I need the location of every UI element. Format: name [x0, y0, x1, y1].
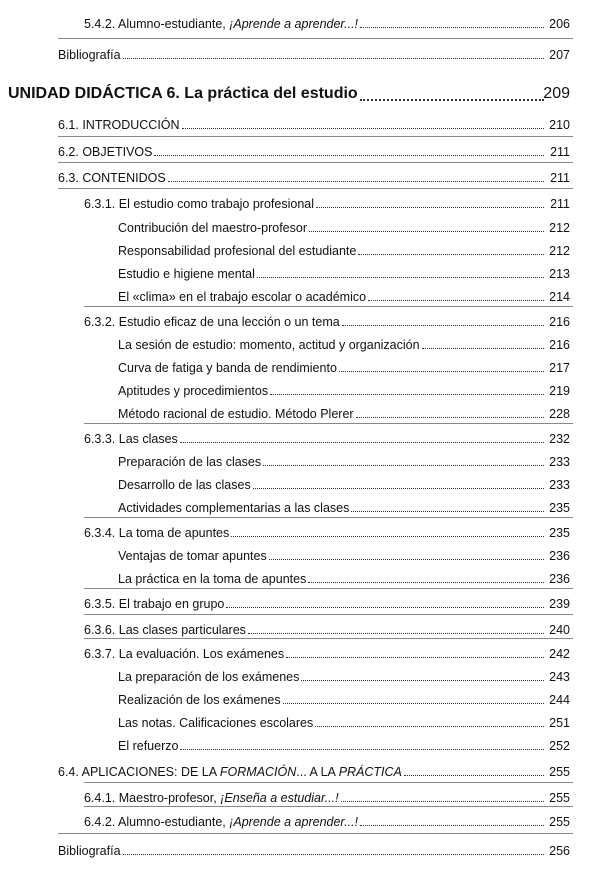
toc-entry-label: Las notas. Calificaciones escolares — [118, 716, 314, 730]
toc-entry[interactable] — [0, 644, 600, 664]
dot-leader — [356, 417, 544, 418]
toc-page-number: 209 — [543, 85, 570, 102]
dot-leader — [253, 488, 544, 489]
toc-entry-label: El refuerzo — [118, 739, 179, 753]
toc-page-number: 255 — [549, 815, 570, 829]
toc-entry-label: 6.2. OBJETIVOS — [58, 145, 153, 159]
toc-page-number: 206 — [549, 17, 570, 31]
dot-leader — [231, 536, 544, 537]
dot-leader — [270, 394, 544, 395]
dot-leader — [341, 801, 544, 802]
dot-leader — [368, 300, 544, 301]
toc-entry-label: Bibliografía — [58, 48, 121, 62]
toc-page-number: 243 — [549, 670, 570, 684]
dot-leader — [180, 749, 544, 750]
toc-page-number: 235 — [549, 526, 570, 540]
toc-entry-label: UNIDAD DIDÁCTICA 6. La práctica del estudio — [8, 85, 358, 102]
toc-page-number: 244 — [549, 693, 570, 707]
toc-entry-label: Bibliografía — [58, 844, 121, 858]
toc-entry[interactable] — [0, 690, 600, 710]
toc-page-number: 255 — [549, 791, 570, 805]
dot-leader — [342, 325, 544, 326]
dot-leader — [123, 58, 544, 59]
toc-page-number: 216 — [549, 315, 570, 329]
dot-leader — [360, 825, 544, 826]
divider — [58, 188, 573, 189]
toc-page-number: 211 — [550, 197, 570, 211]
toc-entry[interactable] — [0, 264, 600, 284]
dot-leader — [123, 854, 544, 855]
dot-leader — [422, 348, 544, 349]
toc-page-number: 210 — [549, 118, 570, 132]
toc-entry[interactable] — [0, 812, 600, 832]
toc-page-number: 255 — [549, 765, 570, 779]
toc-page-number: 235 — [549, 501, 570, 515]
toc-entry[interactable] — [0, 287, 600, 307]
dot-leader — [358, 254, 544, 255]
toc-page-number: 217 — [549, 361, 570, 375]
dot-leader — [308, 582, 544, 583]
toc-entry[interactable] — [0, 788, 600, 808]
dot-leader — [168, 181, 544, 182]
toc-entry-label: Actividades complementarias a las clases — [118, 501, 350, 515]
toc-entry-label: 5.4.2. Alumno-estudiante, ¡Aprende a aprender...! — [84, 17, 359, 31]
dot-leader — [316, 207, 544, 208]
toc-entry-label: 6.4.1. Maestro-profesor, ¡Enseña a estudiar...! — [84, 791, 339, 805]
dot-leader — [351, 511, 544, 512]
dot-leader — [360, 99, 544, 101]
toc-entry[interactable] — [0, 14, 600, 34]
toc-entry[interactable] — [0, 667, 600, 687]
toc-page-number: 236 — [549, 549, 570, 563]
toc-entry-label: Responsabilidad profesional del estudiante — [118, 244, 357, 258]
toc-entry[interactable] — [0, 45, 600, 65]
toc-entry-label: 6.3.7. La evaluación. Los exámenes — [84, 647, 285, 661]
toc-entry-label: 6.3.1. El estudio como trabajo profesional — [84, 197, 314, 211]
dot-leader — [283, 703, 544, 704]
dot-leader — [180, 442, 544, 443]
toc-page-number: 212 — [549, 221, 570, 235]
toc-entry[interactable] — [0, 713, 600, 733]
toc-entry[interactable] — [0, 241, 600, 261]
divider — [58, 38, 573, 39]
divider — [58, 136, 573, 137]
toc-entry[interactable] — [0, 335, 600, 355]
toc-entry-label: Preparación de las clases — [118, 455, 262, 469]
dot-leader — [154, 155, 544, 156]
toc-entry[interactable] — [0, 841, 600, 861]
toc-page-number: 251 — [549, 716, 570, 730]
divider — [84, 614, 573, 615]
dot-leader — [360, 27, 544, 28]
toc-entry[interactable] — [0, 452, 600, 472]
dot-leader — [257, 277, 544, 278]
toc-page-number: 211 — [550, 171, 570, 185]
divider — [58, 833, 573, 834]
toc-entry-label: Desarrollo de las clases — [118, 478, 251, 492]
toc-entry[interactable] — [0, 498, 600, 518]
toc-entry[interactable] — [0, 381, 600, 401]
toc-page-number: 236 — [549, 572, 570, 586]
toc-page-number: 233 — [549, 478, 570, 492]
toc-entry-label: 6.1. INTRODUCCIÓN — [58, 118, 180, 132]
dot-leader — [309, 231, 544, 232]
toc-entry[interactable] — [0, 523, 600, 543]
toc-page-number: 233 — [549, 455, 570, 469]
dot-leader — [301, 680, 544, 681]
toc-page-number: 242 — [549, 647, 570, 661]
toc-page-number: 213 — [549, 267, 570, 281]
toc-page-number: 219 — [549, 384, 570, 398]
toc-entry[interactable] — [0, 312, 600, 332]
dot-leader — [269, 559, 544, 560]
toc-entry-label: Estudio e higiene mental — [118, 267, 255, 281]
toc-entry[interactable] — [0, 736, 600, 756]
divider — [58, 162, 573, 163]
toc-entry[interactable] — [0, 429, 600, 449]
toc-entry-label: Aptitudes y procedimientos — [118, 384, 269, 398]
toc-entry[interactable] — [0, 620, 600, 640]
toc-page-number: 212 — [549, 244, 570, 258]
toc-page-number: 240 — [549, 623, 570, 637]
dot-leader — [263, 465, 544, 466]
toc-entry-label: Curva de fatiga y banda de rendimiento — [118, 361, 337, 375]
toc-entry-label: El «clima» en el trabajo escolar o académico — [118, 290, 367, 304]
dot-leader — [315, 726, 544, 727]
toc-entry[interactable] — [0, 569, 600, 589]
toc-page-number: 207 — [549, 48, 570, 62]
toc-entry-label: Ventajas de tomar apuntes — [118, 549, 267, 563]
toc-page-number: 211 — [550, 145, 570, 159]
toc-entry-label: 6.3.2. Estudio eficaz de una lección o un tema — [84, 315, 340, 329]
toc-page-number: 252 — [549, 739, 570, 753]
toc-entry[interactable] — [0, 142, 600, 162]
toc-entry-label: 6.3. CONTENIDOS — [58, 171, 166, 185]
toc-entry[interactable] — [0, 218, 600, 238]
toc-page-number: 256 — [549, 844, 570, 858]
toc-entry-label: 6.3.5. El trabajo en grupo — [84, 597, 225, 611]
toc-entry-label: Método racional de estudio. Método Plerer — [118, 407, 354, 421]
toc-entry-label: 6.4.2. Alumno-estudiante, ¡Aprende a aprender...! — [84, 815, 359, 829]
toc-page-number: 239 — [549, 597, 570, 611]
divider — [84, 782, 573, 783]
toc-entry-label: 6.3.4. La toma de apuntes — [84, 526, 230, 540]
toc-entry-label: Realización de los exámenes — [118, 693, 281, 707]
toc-entry[interactable] — [0, 358, 600, 378]
toc-page-number: 214 — [549, 290, 570, 304]
toc-entry[interactable] — [0, 115, 600, 135]
toc-entry-label: 6.3.3. Las clases — [84, 432, 178, 446]
dot-leader — [182, 128, 544, 129]
toc-entry[interactable] — [0, 546, 600, 566]
dot-leader — [286, 657, 544, 658]
toc-unit-heading[interactable] — [0, 81, 600, 107]
toc-entry[interactable] — [0, 168, 600, 188]
toc-entry-label: Contribución del maestro-profesor — [118, 221, 307, 235]
toc-entry-label: La sesión de estudio: momento, actitud y organización — [118, 338, 420, 352]
toc-entry[interactable] — [0, 404, 600, 424]
toc-entry[interactable] — [0, 475, 600, 495]
dot-leader — [339, 371, 544, 372]
toc-entry-label: 6.3.6. Las clases particulares — [84, 623, 246, 637]
toc-page-number: 232 — [549, 432, 570, 446]
toc-entry[interactable] — [0, 194, 600, 214]
dot-leader — [404, 775, 544, 776]
toc-entry-label: La preparación de los exámenes — [118, 670, 300, 684]
dot-leader — [248, 633, 544, 634]
toc-entry-label: 6.4. APLICACIONES: DE LA FORMACIÓN... A LA PRÁCTICA — [58, 765, 402, 779]
dot-leader — [226, 607, 544, 608]
toc-entry-label: La práctica en la toma de apuntes — [118, 572, 307, 586]
toc-entry[interactable] — [0, 762, 600, 782]
toc-page-number: 228 — [549, 407, 570, 421]
toc-page-number: 216 — [549, 338, 570, 352]
toc-entry[interactable] — [0, 594, 600, 614]
